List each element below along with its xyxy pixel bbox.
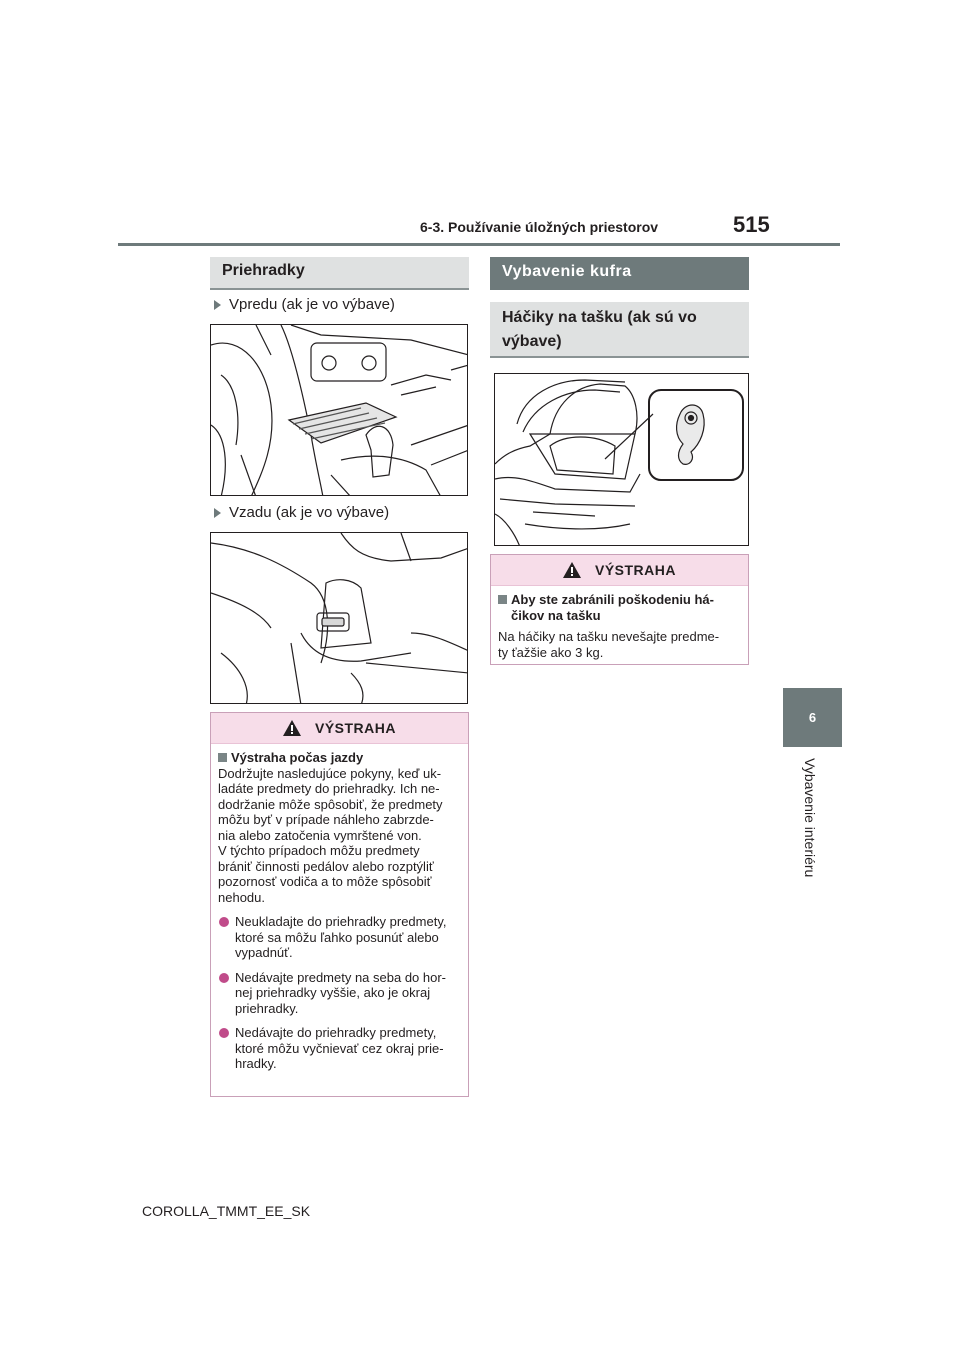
section-heading-label: Priehradky <box>222 262 305 279</box>
chapter-number: 6 <box>808 710 817 725</box>
header-divider <box>118 243 840 246</box>
subheading-line: výbave) <box>502 333 562 350</box>
warning-subheading <box>218 750 461 766</box>
warning-paragraph-line: ty ťažšie ako 3 kg. <box>498 644 604 660</box>
rear-compartment-illustration <box>210 532 468 704</box>
square-bullet-icon <box>498 595 507 604</box>
warning-triangle-icon <box>563 562 581 578</box>
console-illustration <box>211 325 468 496</box>
warning-bullet-item <box>218 970 461 1017</box>
triangle-bullet-icon <box>214 508 221 518</box>
bullet-line: Nedávajte do priehradky predmety, <box>235 1025 437 1040</box>
warning-subheading-line: Aby ste zabránili poškodeniu há- <box>511 592 714 607</box>
warning-title: VÝSTRAHA <box>594 562 676 578</box>
page-number: 515 <box>733 212 770 237</box>
warning-subheading <box>498 592 741 623</box>
warning-paragraph-line: Na háčiky na tašku nevešajte predme- <box>498 629 720 644</box>
round-bullet-icon <box>219 917 229 927</box>
chapter-title: Vybavenie interiéru <box>802 758 818 878</box>
bullet-line: hradky. <box>235 1056 277 1071</box>
warning-paragraph-line: pozornosť vodiča a to môže spôsobiť <box>218 874 432 889</box>
warning-paragraph <box>498 629 741 660</box>
warning-paragraph-line: V týchto prípadoch môžu predmety <box>218 843 420 858</box>
warning-paragraph-line: Dodržujte nasledujúce pokyny, keď uk- <box>218 765 442 781</box>
bullet-line: priehradky. <box>235 1000 299 1016</box>
warning-body <box>211 744 468 1080</box>
section-heading-trunk <box>490 257 749 290</box>
bullet-line: Nedávajte predmety na seba do hor- <box>235 969 447 985</box>
front-compartment-text: Vpredu (ak je vo výbave) <box>229 296 395 313</box>
warning-header <box>491 555 748 586</box>
warning-header <box>211 713 468 744</box>
warning-paragraph-line: brániť činnosti pedálov alebo rozptýliť <box>218 858 434 874</box>
warning-bullet-item <box>218 914 461 961</box>
warning-subheading-text: Výstraha počas jazdy <box>231 750 364 765</box>
warning-title: VÝSTRAHA <box>314 720 396 736</box>
round-bullet-icon <box>219 1028 229 1038</box>
rear-console-illustration <box>211 533 468 704</box>
front-compartment-illustration <box>210 324 468 496</box>
subheading-bag-hooks <box>490 302 749 358</box>
warning-paragraph <box>218 766 461 906</box>
warning-paragraph-line: môžu byť v prípade náhleho zabrzde- <box>218 812 434 827</box>
section-title: 6-3. Používanie úložných priestorov <box>420 219 659 235</box>
document-code: COROLLA_TMMT_EE_SK <box>142 1203 311 1219</box>
front-compartment-label <box>214 296 395 313</box>
chapter-title-vertical <box>802 758 832 908</box>
chapter-tab <box>783 688 842 747</box>
warning-paragraph-line: nehodu. <box>218 889 265 905</box>
round-bullet-icon <box>219 973 229 983</box>
bullet-line: vypadnúť. <box>235 945 293 960</box>
bullet-line: ktoré sa môžu ľahko posunúť alebo <box>235 929 439 945</box>
triangle-bullet-icon <box>214 300 221 310</box>
section-heading-compartments <box>210 257 469 290</box>
warning-box-driving <box>210 712 469 1097</box>
warning-body <box>491 586 748 668</box>
square-bullet-icon <box>218 753 227 762</box>
subheading-line: Háčiky na tašku (ak sú vo <box>502 309 697 326</box>
bullet-line: Neukladajte do priehradky predmety, <box>235 914 447 929</box>
bullet-line: nej priehradky vyššie, ako je okraj <box>235 985 431 1000</box>
rear-compartment-label <box>214 504 389 521</box>
warning-paragraph-line: ladáte predmety do priehradky. Ich ne- <box>218 781 440 796</box>
warning-paragraph-line: nia alebo zatočenia vymrštené von. <box>218 827 422 843</box>
bullet-line: ktoré môžu vyčnievať cez okraj prie- <box>235 1040 444 1056</box>
warning-bullet-item <box>218 1025 461 1072</box>
trunk-illustration <box>495 374 749 546</box>
trunk-hooks-illustration <box>494 373 749 546</box>
section-heading-trunk-label: Vybavenie kufra <box>502 263 632 280</box>
warning-triangle-icon <box>283 720 301 736</box>
warning-subheading-line: čikov na tašku <box>511 607 601 623</box>
rear-compartment-text: Vzadu (ak je vo výbave) <box>229 504 390 521</box>
warning-box-bag-hooks <box>490 554 749 665</box>
warning-paragraph-line: dodržanie môže spôsobiť, že predmety <box>218 796 443 812</box>
